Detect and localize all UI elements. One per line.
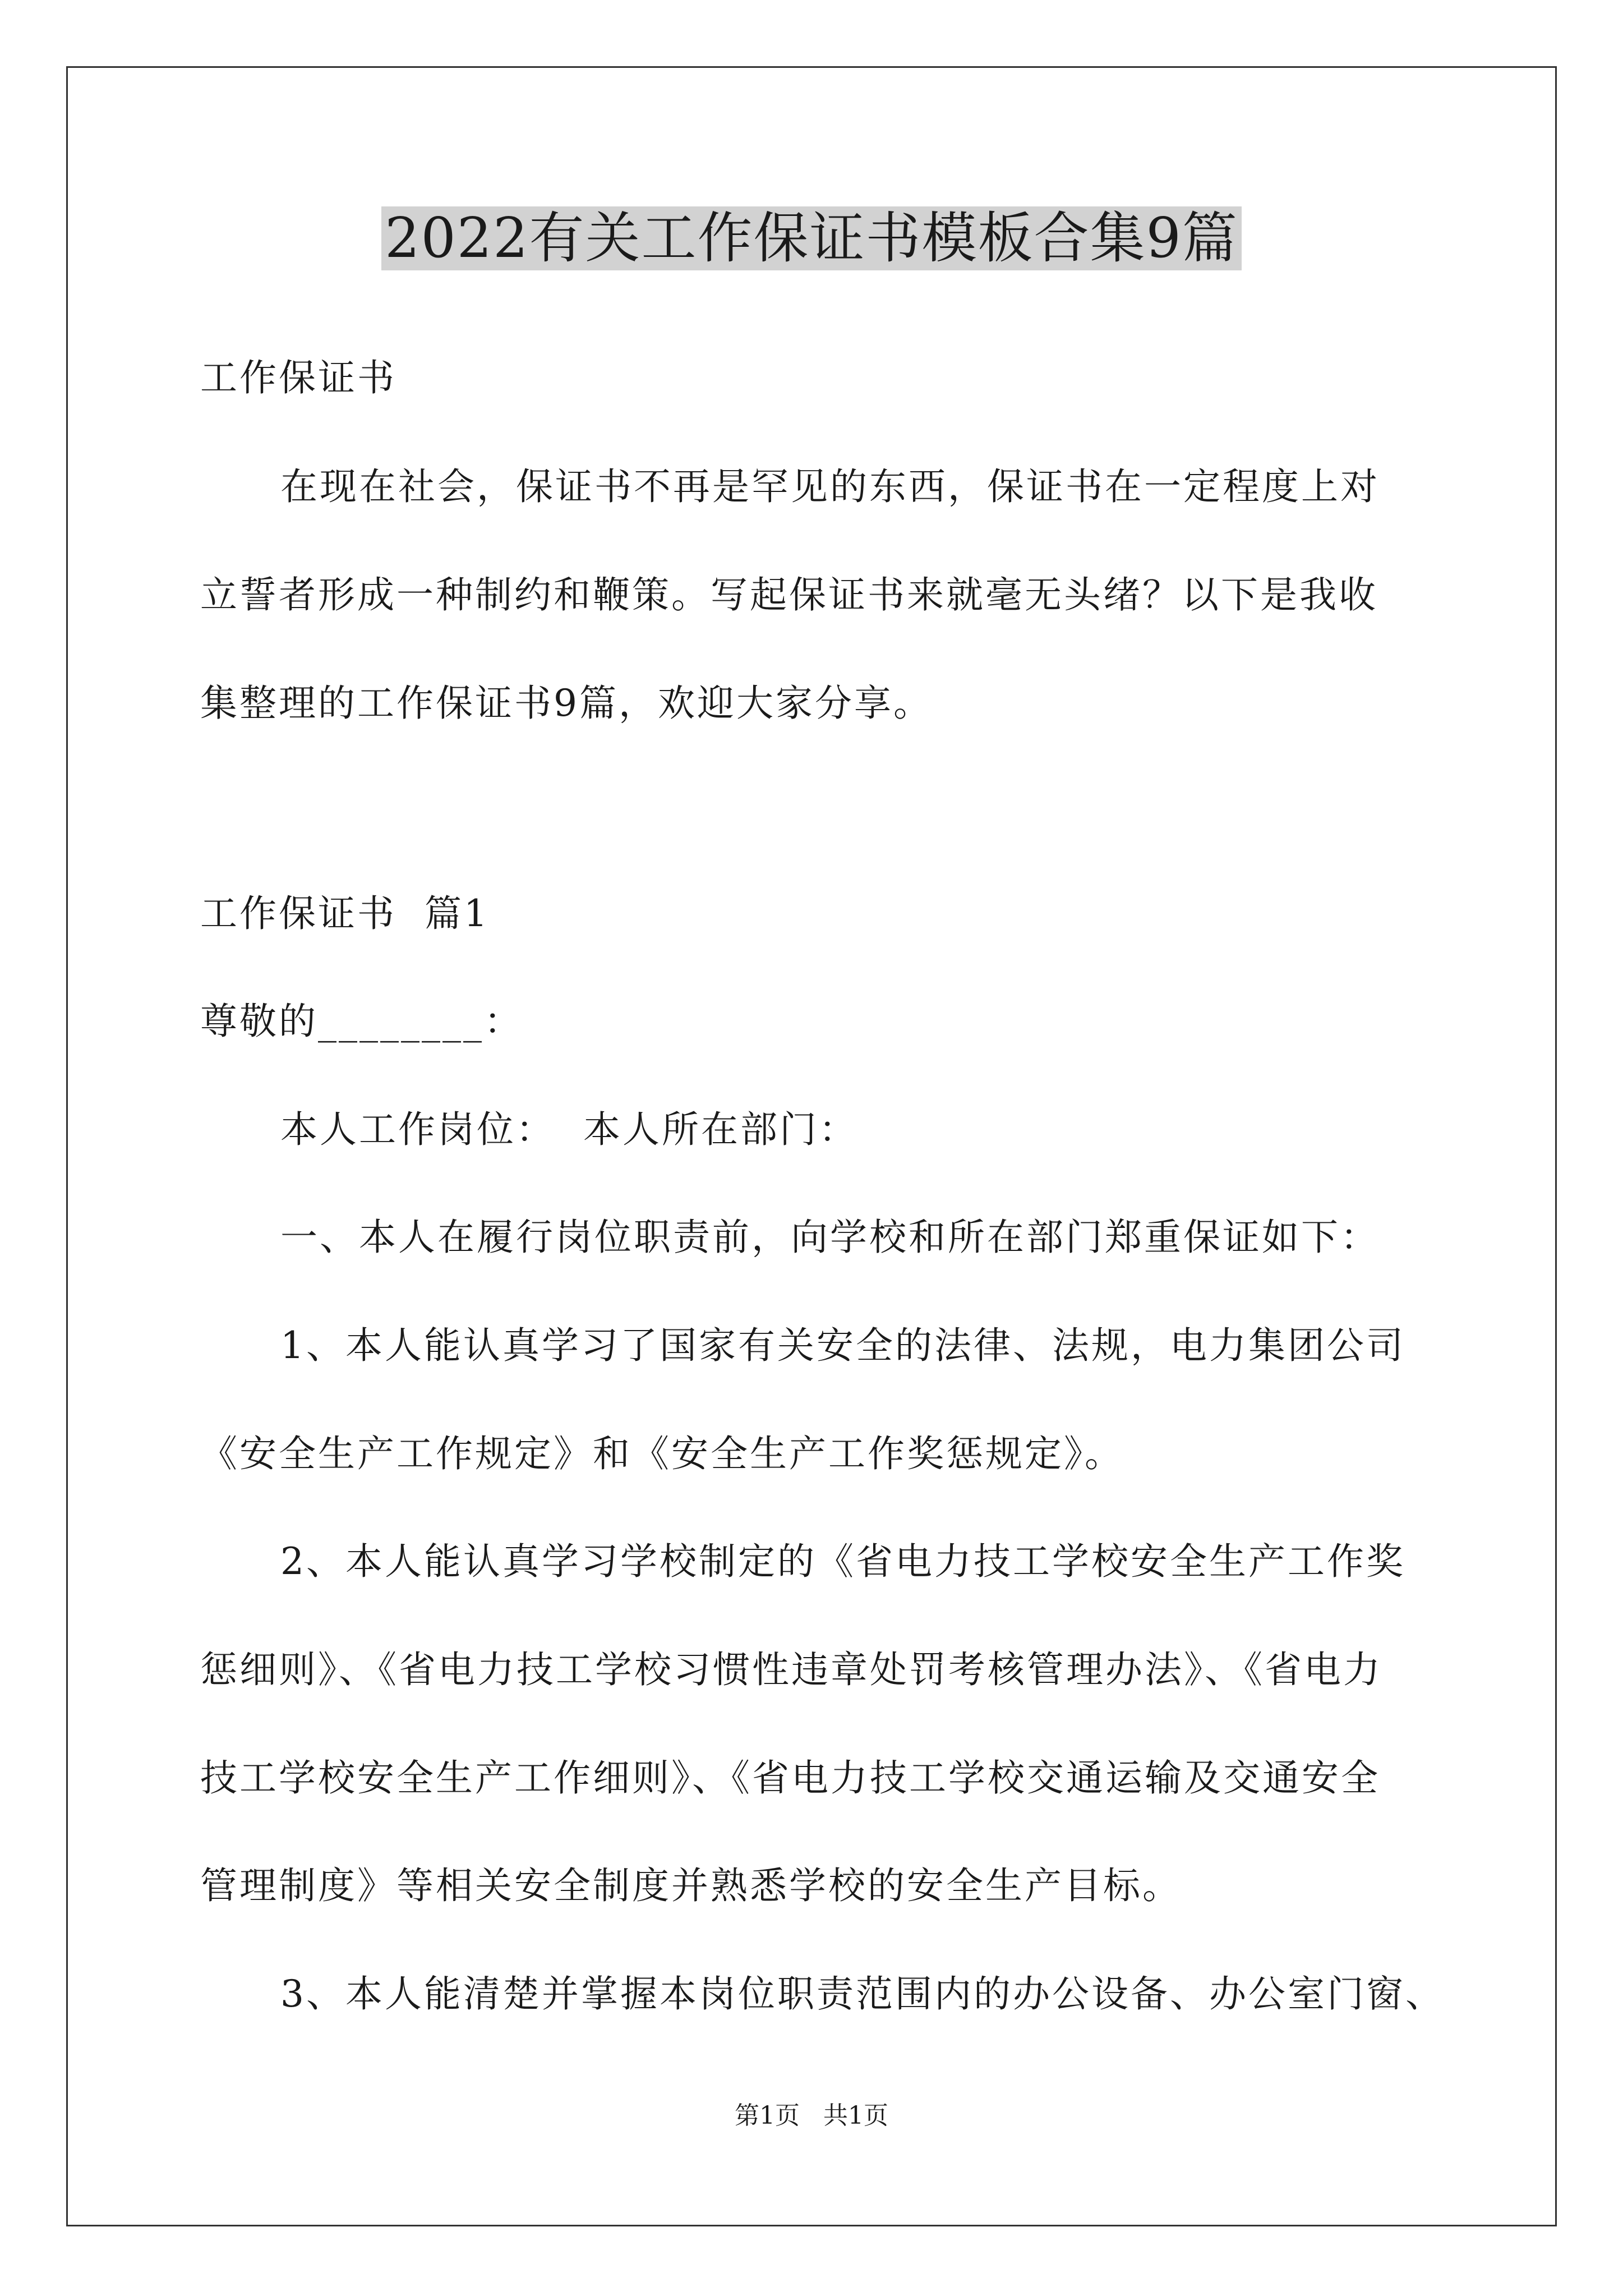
body-line-1: 本人工作岗位： 本人所在部门： [280,1108,858,1151]
intro-line-3: 集整理的工作保证书9篇，欢迎大家分享。 [200,682,933,725]
body-line-7: 技工学校安全生产工作细则》、《省电力技工学校交通运输及交通安全 [200,1756,1380,1800]
body-line-3: 1、本人能认真学习了国家有关安全的法律、法规，电力集团公司 [280,1324,1405,1367]
intro-heading: 工作保证书 [200,356,396,399]
body-line-6: 惩细则》、《省电力技工学校习惯性违章处罚考核管理办法》、《省电力 [200,1648,1382,1691]
salutation: 尊敬的________： [200,1000,523,1043]
body-line-9: 3、本人能清楚并掌握本岗位职责范围内的办公设备、办公室门窗、 [280,1972,1445,2016]
page-number: 第1页 共1页 [735,2101,888,2130]
intro-line-1: 在现在社会，保证书不再是罕见的东西，保证书在一定程度上对 [280,465,1380,508]
body-line-8: 管理制度》等相关安全制度并熟悉学校的安全生产目标。 [200,1864,1182,1907]
body-line-4: 《安全生产工作规定》和《安全生产工作奖惩规定》。 [200,1432,1124,1475]
intro-line-2: 立誓者形成一种制约和鞭策。写起保证书来就毫无头绪？以下是我收 [200,573,1378,616]
section-heading: 工作保证书 篇1 [200,892,490,935]
body-line-5: 2、本人能认真学习学校制定的《省电力技工学校安全生产工作奖 [280,1540,1405,1583]
body-line-2: 一、本人在履行岗位职责前，向学校和所在部门郑重保证如下： [280,1216,1380,1259]
document-title: 2022有关工作保证书模板合集9篇 [0,202,1623,275]
